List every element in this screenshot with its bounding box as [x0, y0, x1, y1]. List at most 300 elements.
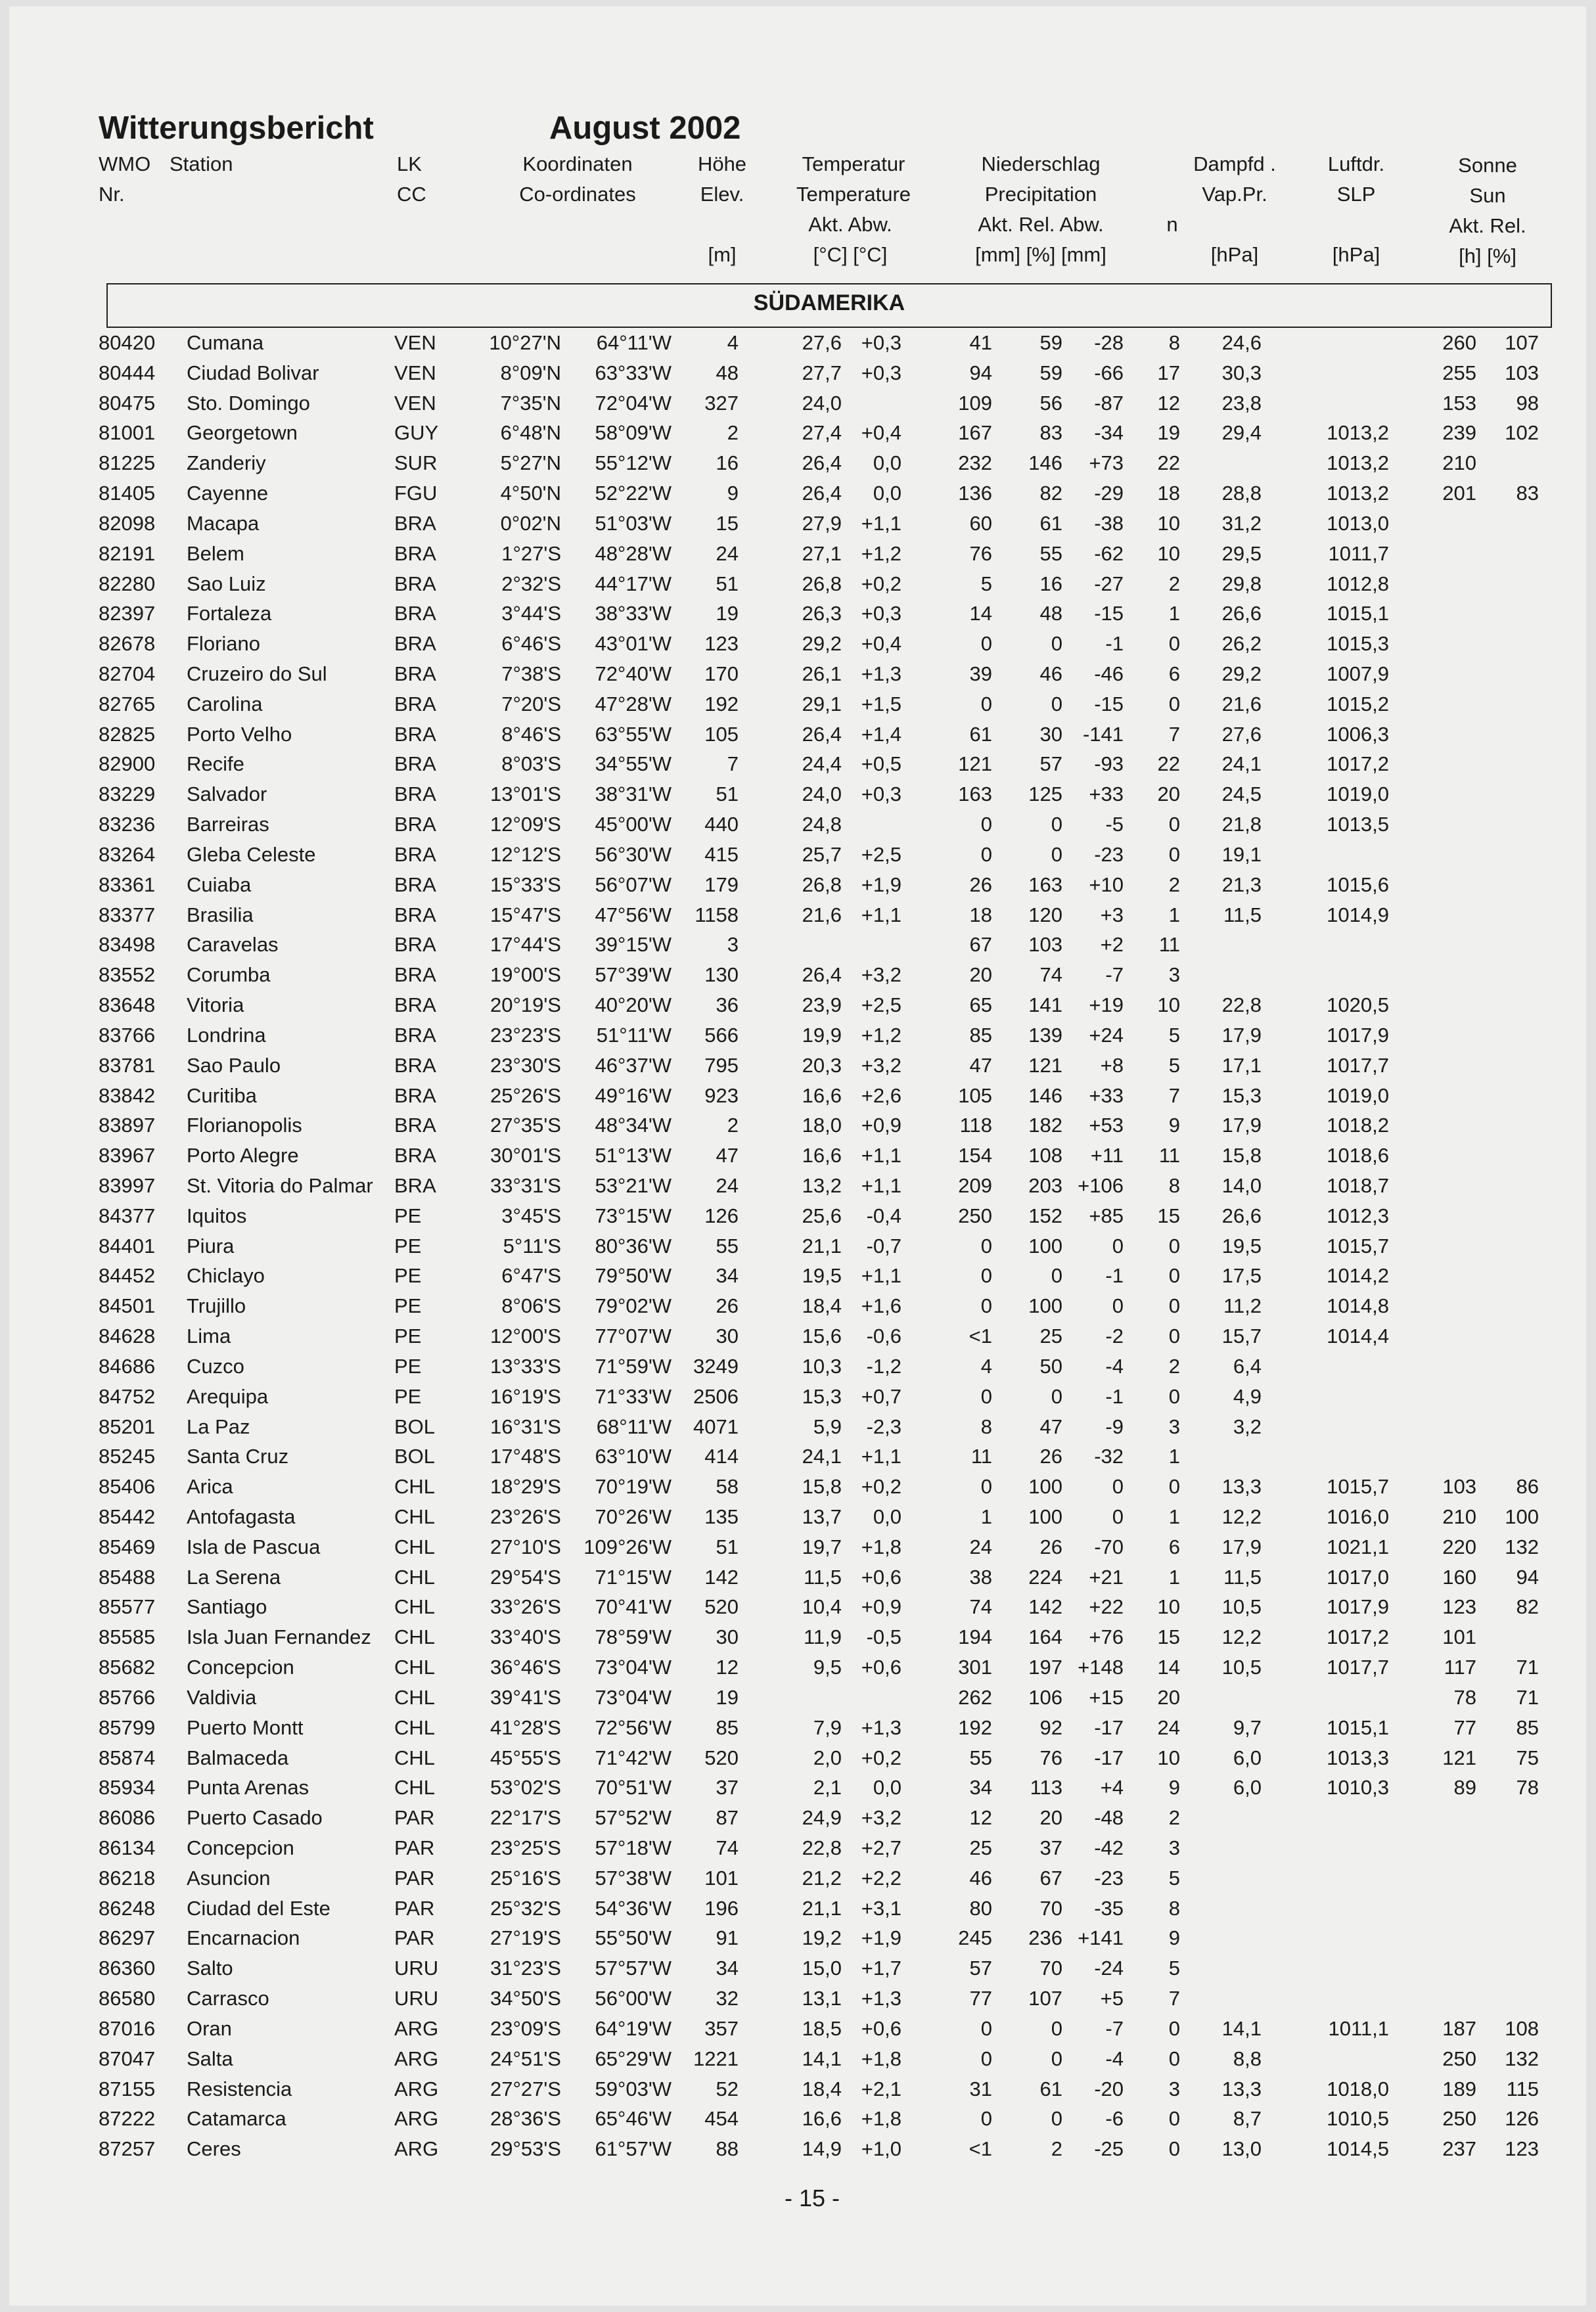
longitude: 72°04'W: [595, 392, 672, 415]
wmo-nr: 86086: [99, 1806, 156, 1829]
rain-days: 1: [1168, 1505, 1180, 1528]
sunshine-hours: 160: [1442, 1566, 1476, 1589]
rain-days: 1: [1168, 903, 1180, 926]
station-name: Florianopolis: [187, 1114, 302, 1137]
wmo-nr: 82191: [99, 542, 156, 565]
latitude: 22°17'S: [490, 1806, 561, 1829]
precip-anomaly: +11: [1090, 1144, 1124, 1167]
sunshine-relative: 103: [1505, 361, 1539, 384]
longitude: 43°01'W: [595, 632, 672, 655]
sunshine-relative: 132: [1505, 2047, 1539, 2070]
elevation: 2: [727, 1114, 739, 1137]
longitude: 109°26'W: [583, 1535, 672, 1558]
vapour-pressure: 29,2: [1221, 662, 1262, 685]
precipitation: 262: [958, 1686, 992, 1709]
vapour-pressure: 8,8: [1233, 2047, 1262, 2070]
temperature: 16,6: [802, 1144, 842, 1167]
precipitation: 14: [969, 602, 992, 625]
rain-days: 2: [1168, 1355, 1180, 1378]
precipitation: 11: [970, 1445, 992, 1468]
rain-days: 11: [1158, 933, 1180, 956]
precip-anomaly: -28: [1094, 331, 1124, 354]
rain-days: 7: [1168, 723, 1180, 746]
sunshine-hours: 210: [1442, 451, 1476, 474]
country-code: BRA: [394, 632, 436, 655]
vapour-pressure: 15,8: [1221, 1144, 1262, 1167]
precip-relative: 50: [1039, 1355, 1062, 1378]
longitude: 57°57'W: [595, 1957, 672, 1980]
header-sun-2: Sun: [1469, 184, 1506, 207]
latitude: 23°26'S: [490, 1505, 561, 1528]
country-code: SUR: [394, 451, 438, 474]
latitude: 25°26'S: [490, 1084, 561, 1107]
wmo-nr: 81001: [99, 421, 156, 444]
station-name: La Serena: [187, 1566, 281, 1589]
wmo-nr: 81225: [99, 451, 156, 474]
rain-days: 0: [1168, 692, 1180, 715]
precipitation: 167: [958, 421, 992, 444]
longitude: 44°17'W: [595, 572, 672, 595]
precipitation: 47: [969, 1054, 992, 1077]
temperature: 5,9: [813, 1415, 842, 1438]
country-code: BRA: [394, 723, 436, 746]
precipitation: 60: [969, 512, 992, 535]
precip-relative: 0: [1051, 692, 1062, 715]
precip-anomaly: -62: [1094, 542, 1124, 565]
country-code: CHL: [394, 1566, 436, 1589]
elevation: 74: [716, 1836, 739, 1859]
station-name: Corumba: [187, 963, 271, 986]
longitude: 51°13'W: [595, 1144, 672, 1167]
elevation: 327: [704, 392, 739, 415]
precip-relative: 74: [1039, 963, 1062, 986]
country-code: ARG: [394, 2077, 439, 2100]
wmo-nr: 83842: [99, 1084, 156, 1107]
sunshine-hours: 250: [1442, 2047, 1476, 2070]
station-name: Punta Arenas: [187, 1776, 309, 1799]
country-code: VEN: [394, 392, 436, 415]
elevation: 24: [716, 542, 739, 565]
precipitation: 80: [969, 1897, 992, 1920]
station-name: Ceres: [187, 2137, 241, 2160]
precipitation: 94: [969, 361, 992, 384]
latitude: 17°48'S: [490, 1445, 561, 1468]
precipitation: 65: [969, 993, 992, 1016]
temperature: 21,1: [802, 1897, 842, 1920]
station-name: Concepcion: [187, 1656, 294, 1679]
header-lk-1: LK: [397, 152, 422, 175]
station-name: Puerto Casado: [187, 1806, 323, 1829]
sea-level-pressure: 1017,7: [1327, 1656, 1389, 1679]
sea-level-pressure: 1012,8: [1327, 572, 1389, 595]
precip-relative: 16: [1039, 572, 1062, 595]
precipitation: 0: [980, 692, 992, 715]
precip-relative: 100: [1028, 1505, 1062, 1528]
precip-relative: 70: [1039, 1897, 1062, 1920]
wmo-nr: 85201: [99, 1415, 156, 1438]
header-temp-1: Temperatur: [802, 152, 905, 175]
wmo-nr: 87047: [99, 2047, 156, 2070]
precip-relative: 0: [1051, 2047, 1062, 2070]
vapour-pressure: 13,3: [1221, 1475, 1262, 1498]
sunshine-relative: 75: [1516, 1746, 1539, 1769]
elevation: 1221: [693, 2047, 739, 2070]
elevation: 51: [716, 782, 739, 805]
longitude: 70°19'W: [595, 1475, 672, 1498]
temperature: 21,1: [802, 1235, 842, 1258]
wmo-nr: 87155: [99, 2077, 156, 2100]
sunshine-hours: 121: [1442, 1746, 1476, 1769]
temp-anomaly: +1,1: [861, 1264, 901, 1287]
temp-anomaly: +0,4: [861, 421, 901, 444]
longitude: 47°28'W: [595, 692, 672, 715]
wmo-nr: 80420: [99, 331, 156, 354]
latitude: 23°23'S: [490, 1024, 561, 1047]
vapour-pressure: 17,9: [1221, 1114, 1262, 1137]
temp-anomaly: 0,0: [873, 1776, 901, 1799]
latitude: 12°12'S: [490, 843, 561, 866]
station-name: Curitiba: [187, 1084, 257, 1107]
rain-days: 8: [1168, 331, 1180, 354]
temperature: 24,1: [802, 1445, 842, 1468]
vapour-pressure: 14,1: [1221, 2017, 1262, 2040]
precipitation: 0: [980, 2017, 992, 2040]
wmo-nr: 84686: [99, 1355, 156, 1378]
temp-anomaly: +1,3: [861, 662, 901, 685]
latitude: 33°40'S: [490, 1625, 561, 1648]
sea-level-pressure: 1017,0: [1327, 1566, 1389, 1589]
precip-relative: 121: [1028, 1054, 1062, 1077]
temperature: 25,7: [802, 843, 842, 866]
precip-anomaly: +148: [1078, 1656, 1124, 1679]
precip-relative: 70: [1039, 1957, 1062, 1980]
temperature: 10,4: [802, 1595, 842, 1618]
wmo-nr: 84501: [99, 1294, 156, 1317]
latitude: 33°31'S: [490, 1174, 561, 1197]
sunshine-relative: 71: [1516, 1656, 1539, 1679]
precip-anomaly: +10: [1089, 873, 1124, 896]
elevation: 19: [716, 1686, 739, 1709]
precip-relative: 152: [1028, 1204, 1062, 1227]
rain-days: 15: [1157, 1204, 1180, 1227]
sunshine-relative: 78: [1516, 1776, 1539, 1799]
station-name: Isla de Pascua: [187, 1535, 321, 1558]
wmo-nr: 83997: [99, 1174, 156, 1197]
temp-anomaly: +3,2: [861, 963, 901, 986]
longitude: 52°22'W: [595, 482, 672, 505]
longitude: 78°59'W: [595, 1625, 672, 1648]
precip-relative: 0: [1051, 843, 1062, 866]
station-name: Iquitos: [187, 1204, 247, 1227]
rain-days: 10: [1157, 993, 1180, 1016]
temperature: 26,1: [802, 662, 842, 685]
header-temp-3: Akt. Abw.: [808, 213, 892, 236]
precip-anomaly: -1: [1105, 1385, 1124, 1408]
precipitation: 118: [959, 1114, 992, 1137]
latitude: 12°09'S: [490, 813, 561, 836]
temp-anomaly: +0,3: [861, 602, 901, 625]
longitude: 54°36'W: [595, 1897, 672, 1920]
temperature: 24,0: [802, 782, 842, 805]
longitude: 80°36'W: [595, 1235, 672, 1258]
temperature: 22,8: [802, 1836, 842, 1859]
sea-level-pressure: 1013,5: [1327, 813, 1389, 836]
longitude: 70°41'W: [595, 1595, 672, 1618]
precipitation: 8: [980, 1415, 992, 1438]
rain-days: 9: [1168, 1776, 1180, 1799]
station-name: Brasilia: [187, 903, 254, 926]
header-coords-1: Koordinaten: [522, 152, 633, 175]
elevation: 12: [716, 1656, 739, 1679]
elevation: 15: [716, 512, 739, 535]
header-precip-unit: [mm] [%] [mm]: [975, 243, 1106, 266]
header-slp-2: SLP: [1336, 183, 1376, 206]
latitude: 27°35'S: [490, 1114, 561, 1137]
vapour-pressure: 27,6: [1221, 723, 1262, 746]
precip-anomaly: -32: [1094, 1445, 1124, 1468]
latitude: 39°41'S: [490, 1686, 561, 1709]
wmo-nr: 85488: [99, 1566, 156, 1589]
station-name: Cuzco: [187, 1355, 244, 1378]
wmo-nr: 83967: [99, 1144, 156, 1167]
precip-relative: 55: [1039, 542, 1062, 565]
sea-level-pressure: 1014,4: [1327, 1325, 1389, 1348]
sunshine-relative: 71: [1516, 1686, 1539, 1709]
latitude: 0°02'N: [500, 512, 561, 535]
sunshine-relative: 102: [1505, 421, 1539, 444]
rain-days: 10: [1157, 542, 1180, 565]
temp-anomaly: +0,7: [861, 1385, 901, 1408]
precip-relative: 30: [1039, 723, 1062, 746]
sunshine-hours: 255: [1442, 361, 1476, 384]
precip-relative: 107: [1028, 1987, 1062, 2010]
vapour-pressure: 24,5: [1221, 782, 1262, 805]
precip-relative: 163: [1028, 873, 1062, 896]
elevation: 130: [704, 963, 739, 986]
rain-days: 14: [1157, 1656, 1180, 1679]
temp-anomaly: +1,1: [861, 903, 901, 926]
precip-anomaly: +24: [1089, 1024, 1124, 1047]
sea-level-pressure: 1020,5: [1327, 993, 1389, 1016]
wmo-nr: 82098: [99, 512, 156, 535]
precip-anomaly: +5: [1100, 1987, 1124, 2010]
country-code: BRA: [394, 993, 436, 1016]
precip-relative: 61: [1039, 512, 1062, 535]
vapour-pressure: 21,3: [1221, 873, 1262, 896]
sea-level-pressure: 1015,2: [1327, 692, 1389, 715]
temp-anomaly: +1,2: [861, 1024, 901, 1047]
sea-level-pressure: 1010,3: [1327, 1776, 1389, 1799]
wmo-nr: 84628: [99, 1325, 156, 1348]
sunshine-hours: 103: [1442, 1475, 1476, 1498]
rain-days: 1: [1168, 602, 1180, 625]
sunshine-relative: 108: [1505, 2017, 1539, 2040]
country-code: PAR: [394, 1897, 435, 1920]
vapour-pressure: 8,7: [1233, 2107, 1262, 2130]
wmo-nr: 86580: [99, 1987, 156, 2010]
precipitation: 39: [969, 662, 992, 685]
precipitation: 192: [958, 1716, 992, 1739]
longitude: 73°15'W: [595, 1204, 672, 1227]
elevation: 37: [716, 1776, 739, 1799]
sunshine-relative: 100: [1505, 1505, 1539, 1528]
rain-days: 2: [1168, 572, 1180, 595]
sunshine-relative: 98: [1516, 392, 1539, 415]
latitude: 27°19'S: [490, 1926, 561, 1949]
country-code: PE: [394, 1235, 422, 1258]
precip-anomaly: -87: [1094, 392, 1124, 415]
precipitation: 163: [958, 782, 992, 805]
country-code: PAR: [394, 1806, 435, 1829]
temp-anomaly: +0,3: [861, 782, 901, 805]
precipitation: 121: [958, 752, 992, 775]
rain-days: 0: [1168, 2017, 1180, 2040]
wmo-nr: 83648: [99, 993, 156, 1016]
latitude: 13°01'S: [490, 782, 561, 805]
precip-relative: 113: [1030, 1776, 1062, 1799]
header-slp-unit: [hPa]: [1332, 243, 1380, 266]
latitude: 10°27'N: [489, 331, 561, 354]
precipitation: 61: [969, 723, 992, 746]
precipitation: 24: [969, 1535, 992, 1558]
station-name: Salto: [187, 1957, 233, 1980]
precip-anomaly: -48: [1094, 1806, 1124, 1829]
sea-level-pressure: 1007,9: [1327, 662, 1389, 685]
precip-relative: 106: [1028, 1686, 1062, 1709]
longitude: 70°51'W: [595, 1776, 672, 1799]
station-name: Encarnacion: [187, 1926, 300, 1949]
sea-level-pressure: 1017,9: [1327, 1024, 1389, 1047]
sunshine-hours: 239: [1442, 421, 1476, 444]
station-name: Chiclayo: [187, 1264, 265, 1287]
rain-days: 7: [1168, 1987, 1180, 2010]
longitude: 68°11'W: [596, 1415, 672, 1438]
station-name: Fortaleza: [187, 602, 272, 625]
station-name: Ciudad del Este: [187, 1897, 331, 1920]
longitude: 57°18'W: [595, 1836, 672, 1859]
precip-anomaly: +4: [1100, 1776, 1124, 1799]
precip-relative: 0: [1051, 2107, 1062, 2130]
latitude: 8°46'S: [501, 723, 561, 746]
vapour-pressure: 3,2: [1233, 1415, 1262, 1438]
vapour-pressure: 15,7: [1221, 1325, 1262, 1348]
precip-relative: 26: [1039, 1535, 1062, 1558]
sea-level-pressure: 1014,8: [1327, 1294, 1389, 1317]
wmo-nr: 82765: [99, 692, 156, 715]
latitude: 5°27'N: [500, 451, 561, 474]
precip-relative: 61: [1039, 2077, 1062, 2100]
precipitation: 109: [958, 392, 992, 415]
temperature: 21,6: [802, 903, 842, 926]
temperature: 26,4: [802, 482, 842, 505]
temperature: 9,5: [813, 1656, 842, 1679]
sea-level-pressure: 1010,5: [1327, 2107, 1389, 2130]
longitude: 63°33'W: [595, 361, 672, 384]
region-label: SÜDAMERIKA: [753, 290, 905, 315]
temp-anomaly: +0,9: [861, 1595, 901, 1618]
rain-days: 5: [1168, 1024, 1180, 1047]
wmo-nr: 86297: [99, 1926, 156, 1949]
vapour-pressure: 11,5: [1223, 1566, 1262, 1589]
station-name: Recife: [187, 752, 244, 775]
longitude: 57°39'W: [595, 963, 672, 986]
temperature: 15,0: [802, 1957, 842, 1980]
longitude: 72°40'W: [595, 662, 672, 685]
rain-days: 2: [1168, 1806, 1180, 1829]
header-elev-1: Höhe: [697, 152, 747, 175]
country-code: CHL: [394, 1505, 436, 1528]
elevation: 4: [727, 331, 739, 354]
precipitation: 18: [969, 903, 992, 926]
sea-level-pressure: 1018,7: [1327, 1174, 1389, 1197]
precip-relative: 46: [1039, 662, 1062, 685]
vapour-pressure: 17,1: [1221, 1054, 1262, 1077]
temp-anomaly: +2,2: [861, 1867, 901, 1890]
vapour-pressure: 29,4: [1221, 421, 1262, 444]
precipitation: 31: [969, 2077, 992, 2100]
sea-level-pressure: 1017,2: [1327, 1625, 1389, 1648]
longitude: 70°26'W: [595, 1505, 672, 1528]
elevation: 440: [704, 813, 739, 836]
country-code: PE: [394, 1264, 422, 1287]
country-code: BRA: [394, 512, 436, 535]
country-code: PAR: [394, 1867, 435, 1890]
precip-anomaly: -27: [1094, 572, 1124, 595]
precip-relative: 146: [1028, 1084, 1062, 1107]
sunshine-hours: 117: [1444, 1656, 1476, 1679]
station-name: Porto Alegre: [187, 1144, 299, 1167]
longitude: 61°57'W: [595, 2137, 672, 2160]
rain-days: 17: [1157, 361, 1180, 384]
header-vap-1: Dampfd .: [1193, 152, 1276, 175]
rain-days: 7: [1168, 1084, 1180, 1107]
station-name: Oran: [187, 2017, 232, 2040]
precip-anomaly: -15: [1094, 602, 1124, 625]
wmo-nr: 85577: [99, 1595, 156, 1618]
elevation: 566: [704, 1024, 739, 1047]
precipitation: 0: [980, 1264, 992, 1287]
country-code: PE: [394, 1204, 422, 1227]
vapour-pressure: 24,6: [1221, 331, 1262, 354]
precip-anomaly: 0: [1112, 1475, 1124, 1498]
precip-anomaly: 0: [1112, 1235, 1124, 1258]
station-name: Barreiras: [187, 813, 269, 836]
temp-anomaly: +1,0: [861, 2137, 901, 2160]
longitude: 56°07'W: [595, 873, 672, 896]
rain-days: 0: [1168, 1385, 1180, 1408]
temp-anomaly: +0,6: [861, 1566, 901, 1589]
latitude: 27°10'S: [490, 1535, 561, 1558]
station-name: Cuiaba: [187, 873, 252, 896]
sunshine-hours: 210: [1442, 1505, 1476, 1528]
rain-days: 0: [1168, 1475, 1180, 1498]
precip-anomaly: +3: [1100, 903, 1124, 926]
wmo-nr: 87222: [99, 2107, 156, 2130]
station-name: Piura: [187, 1235, 235, 1258]
vapour-pressure: 4,9: [1233, 1385, 1262, 1408]
temp-anomaly: 0,0: [873, 482, 901, 505]
longitude: 71°59'W: [595, 1355, 672, 1378]
sunshine-hours: 260: [1442, 331, 1476, 354]
precipitation: 20: [969, 963, 992, 986]
precip-relative: 2: [1051, 2137, 1062, 2160]
station-name: Gleba Celeste: [187, 843, 316, 866]
precip-relative: 25: [1039, 1325, 1062, 1348]
sunshine-hours: 101: [1442, 1625, 1476, 1648]
latitude: 15°33'S: [490, 873, 561, 896]
country-code: CHL: [394, 1746, 436, 1769]
temp-anomaly: -0,7: [866, 1235, 901, 1258]
